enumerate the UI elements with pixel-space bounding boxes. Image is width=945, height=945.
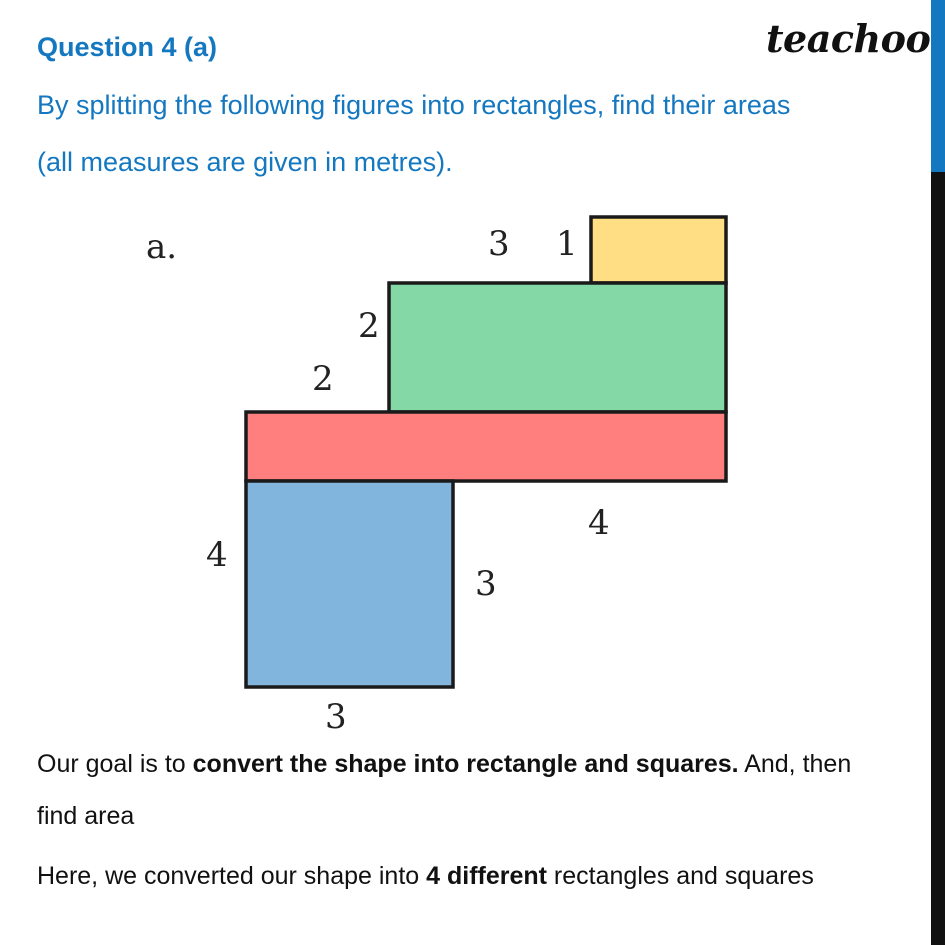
yellow-rectangle (591, 217, 726, 283)
blue-square (246, 481, 453, 687)
red-rectangle (246, 412, 726, 481)
measure-top-yellow: 1 (556, 224, 578, 264)
body-paragraph-2 (37, 862, 814, 891)
brand-logo: teachoo (766, 16, 931, 61)
measure-bottom-blue: 3 (325, 697, 347, 737)
question-text-line-2: (all measures are given in metres). (37, 147, 453, 177)
figure-label: a. (146, 227, 178, 267)
body-p2-before: Here, we converted our shape into (37, 862, 427, 890)
body-p2-bold: 4 different (426, 862, 547, 890)
body-p1-after: And, then (738, 750, 852, 778)
body-p1-bold: convert the shape into rectangle and squares. (192, 750, 739, 778)
measure-left-middle: 2 (312, 359, 334, 399)
body-p2-after: rectangles and squares (546, 862, 814, 890)
measure-left-blue: 4 (206, 535, 228, 575)
measure-right-blue: 3 (475, 564, 497, 604)
question-title: Question 4 (a) (37, 32, 218, 62)
measure-left-upper: 2 (358, 306, 380, 346)
green-rectangle (389, 283, 726, 412)
body-paragraph-1-line-2: find area (37, 802, 135, 830)
body-p1-before: Our goal is to (37, 750, 193, 778)
body-paragraph-1 (37, 750, 851, 779)
measure-right-lower: 4 (588, 503, 610, 543)
question-text-line-1: By splitting the following figures into rectangles, find their areas (37, 90, 791, 120)
measure-top-left: 3 (488, 224, 510, 264)
